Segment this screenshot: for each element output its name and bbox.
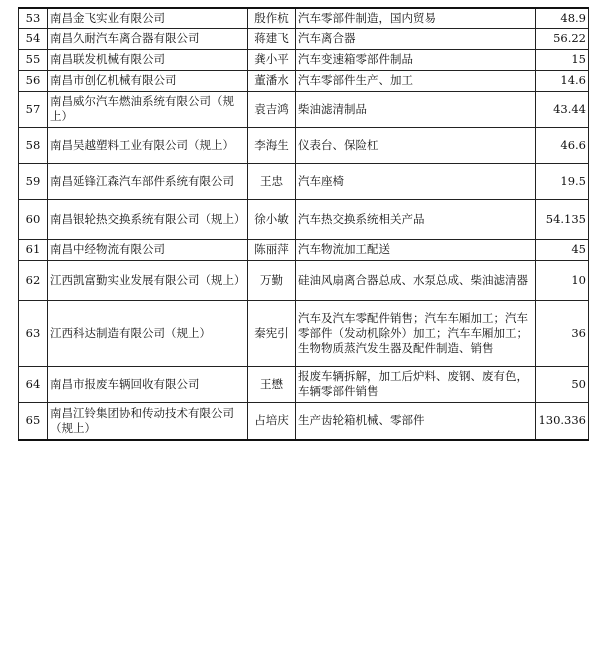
row-number: 56 (19, 70, 48, 91)
product-description: 汽车离合器 (296, 28, 536, 49)
table-row (19, 402, 589, 440)
row-number: 57 (19, 91, 48, 127)
contact-person: 龚小平 (248, 49, 296, 70)
table-row (19, 28, 589, 49)
product-description: 汽车座椅 (296, 163, 536, 199)
company-name: 南昌久耐汽车离合器有限公司 (48, 28, 248, 49)
amount-value: 19.5 (536, 163, 589, 199)
contact-person: 万勤 (248, 260, 296, 300)
table-row (19, 163, 589, 199)
table-row (19, 91, 589, 127)
table-row (19, 199, 589, 239)
row-number: 54 (19, 28, 48, 49)
amount-value: 45 (536, 239, 589, 260)
company-name: 南昌中经物流有限公司 (48, 239, 248, 260)
product-description: 汽车热交换系统相关产品 (296, 199, 536, 239)
product-description: 报废车辆拆解，加工后炉料、废钢、废有色，车辆零部件销售 (296, 366, 536, 402)
table-row (19, 70, 589, 91)
table-row (19, 300, 589, 366)
amount-value: 10 (536, 260, 589, 300)
table-row (19, 127, 589, 163)
table-row (19, 260, 589, 300)
contact-person: 王忠 (248, 163, 296, 199)
contact-person: 陈丽萍 (248, 239, 296, 260)
amount-value: 50 (536, 366, 589, 402)
table-row (19, 239, 589, 260)
product-description: 汽车零部件制造，国内贸易 (296, 8, 536, 28)
table-row (19, 366, 589, 402)
contact-person: 蒋建飞 (248, 28, 296, 49)
table-body (19, 8, 589, 440)
company-name: 江西凯富勤实业发展有限公司（规上） (48, 260, 248, 300)
table-row (19, 8, 589, 28)
row-number: 65 (19, 402, 48, 440)
contact-person: 李海生 (248, 127, 296, 163)
contact-person: 王懋 (248, 366, 296, 402)
company-name: 南昌市报废车辆回收有限公司 (48, 366, 248, 402)
amount-value: 36 (536, 300, 589, 366)
company-name: 南昌延锋江森汽车部件系统有限公司 (48, 163, 248, 199)
company-name: 南昌银轮热交换系统有限公司（规上） (48, 199, 248, 239)
amount-value: 14.6 (536, 70, 589, 91)
amount-value: 46.6 (536, 127, 589, 163)
amount-value: 48.9 (536, 8, 589, 28)
company-name: 南昌市创亿机械有限公司 (48, 70, 248, 91)
row-number: 53 (19, 8, 48, 28)
company-name: 江西科达制造有限公司（规上） (48, 300, 248, 366)
product-description: 汽车物流加工配送 (296, 239, 536, 260)
company-name: 南昌金飞实业有限公司 (48, 8, 248, 28)
row-number: 63 (19, 300, 48, 366)
company-name: 南昌威尔汽车燃油系统有限公司（规上） (48, 91, 248, 127)
product-description: 汽车及汽车零配件销售；汽车车厢加工；汽车零部件（发动机除外）加工；汽车车厢加工；生物物质蒸汽发生器及配件制造、销售 (296, 300, 536, 366)
table-row (19, 49, 589, 70)
row-number: 59 (19, 163, 48, 199)
row-number: 58 (19, 127, 48, 163)
amount-value: 54.135 (536, 199, 589, 239)
contact-person: 徐小敏 (248, 199, 296, 239)
row-number: 55 (19, 49, 48, 70)
amount-value: 15 (536, 49, 589, 70)
contact-person: 秦宪引 (248, 300, 296, 366)
product-description: 生产齿轮箱机械、零部件 (296, 402, 536, 440)
product-description: 汽车零部件生产、加工 (296, 70, 536, 91)
company-name: 南昌吴越塑料工业有限公司（规上） (48, 127, 248, 163)
company-name: 南昌江铃集团协和传动技术有限公司（规上） (48, 402, 248, 440)
amount-value: 43.44 (536, 91, 589, 127)
contact-person: 袁吉鸿 (248, 91, 296, 127)
row-number: 64 (19, 366, 48, 402)
contact-person: 占培庆 (248, 402, 296, 440)
contact-person: 董潘水 (248, 70, 296, 91)
amount-value: 56.22 (536, 28, 589, 49)
row-number: 61 (19, 239, 48, 260)
enterprise-table (18, 7, 589, 441)
contact-person: 殷作杭 (248, 8, 296, 28)
amount-value: 130.336 (536, 402, 589, 440)
product-description: 仪表台、保险杠 (296, 127, 536, 163)
product-description: 汽车变速箱零部件制品 (296, 49, 536, 70)
product-description: 柴油滤清制品 (296, 91, 536, 127)
product-description: 硅油风扇离合器总成、水泵总成、柴油滤清器 (296, 260, 536, 300)
row-number: 62 (19, 260, 48, 300)
row-number: 60 (19, 199, 48, 239)
company-name: 南昌联发机械有限公司 (48, 49, 248, 70)
